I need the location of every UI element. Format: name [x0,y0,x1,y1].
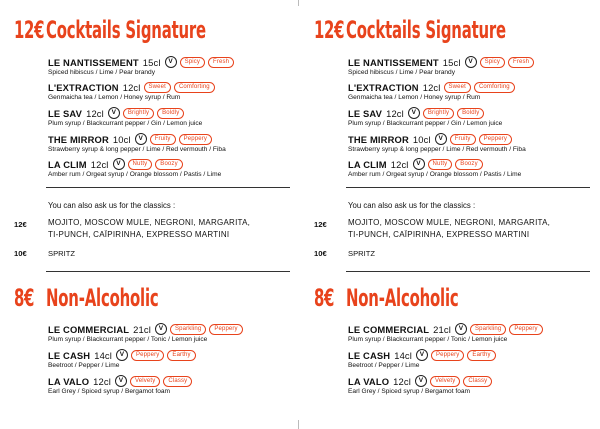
flavor-tag: Classy [163,376,192,387]
item-description: Plum syrup / Blackcurrant pepper / Tonic / Lemon juice [348,336,508,343]
nonalc-title: Non-Alcoholic [46,284,159,312]
item-name: LA CLIM [348,158,387,170]
flavor-tag: Comforting [174,82,215,93]
item-name: LE CASH [348,349,391,361]
flavor-tag: Peppery [479,134,512,145]
vegan-badge-icon: V [416,349,428,361]
item-name: L'EXTRACTION [48,82,119,93]
menu-item [48,158,298,178]
classics-line: TI-PUNCH, CAÏPIRINHA, EXPRESSO MARTINI [348,230,530,239]
classics-price: 12€ [14,220,27,229]
item-description: Plum syrup / Blackcurrant pepper / Gin / Lemon juice [348,120,503,127]
flavor-tag: Boozy [155,159,182,170]
signature-title: Cocktails Signature [346,16,506,44]
flavor-tag: Boozy [455,159,482,170]
item-description: Plum syrup / Blackcurrant pepper / Gin / Lemon juice [48,120,203,127]
menu-item [348,82,598,101]
item-volume: 15cl [442,56,461,68]
classics-intro: You can also ask us for the classics : [348,201,476,210]
flavor-tag: Earthy [467,350,495,361]
menu-item [48,375,298,395]
item-volume: 21cl [133,323,151,335]
flavor-tag: Classy [463,376,492,387]
flavor-tag: Boldly [457,108,484,119]
flavor-tag: Earthy [167,350,195,361]
classics-intro: You can also ask us for the classics : [48,201,176,210]
item-volume: 12cl [390,158,409,170]
item-name: LE SAV [48,107,83,119]
flavor-tag: Spicy [480,57,505,68]
flavor-tag: Brightly [123,108,154,119]
item-description: Strawberry syrup & long pepper / Lime / Red vermouth / Fiba [48,146,226,153]
section-divider [346,271,590,272]
menu-page-right [300,0,600,429]
menu-item [348,133,598,153]
item-volume: 12cl [93,375,111,387]
menu-item [348,107,598,127]
item-description: Beetroot / Pepper / Lime [48,362,120,369]
nonalc-price: 8€ [314,284,335,312]
flavor-tag: Peppery [509,324,542,335]
nonalc-title: Non-Alcoholic [346,284,459,312]
classics-line: TI-PUNCH, CAÏPIRINHA, EXPRESSO MARTINI [48,230,230,239]
item-name: L'EXTRACTION [348,82,419,93]
flavor-tag: Spicy [180,57,205,68]
item-name: LE SAV [348,107,383,119]
flavor-tag: Velvety [130,376,160,387]
flavor-tag: Fresh [208,57,234,68]
vegan-badge-icon: V [465,56,477,68]
spritz-label: SPRITZ [48,249,76,258]
flavor-tag: Sparkling [470,324,506,335]
item-description: Earl Grey / Spiced syrup / Bergamot foam [48,388,171,395]
flavor-tag: Peppery [209,324,242,335]
menu-item [48,82,298,101]
vegan-badge-icon: V [108,107,120,119]
flavor-tag: Fruity [450,134,476,145]
vegan-badge-icon: V [113,158,125,170]
menu-item [348,375,598,395]
flavor-tag: Peppery [431,350,464,361]
signature-price: 12€ [14,16,45,44]
item-name: LE NANTISSEMENT [348,56,439,68]
vegan-badge-icon: V [455,323,467,335]
item-volume: 10cl [112,133,131,145]
signature-title: Cocktails Signature [46,16,206,44]
vegan-badge-icon: V [115,375,127,387]
item-volume: 12cl [122,82,141,93]
flavor-tag: Fresh [508,57,534,68]
flavor-tag: Peppery [131,350,164,361]
flavor-tag: Peppery [179,134,212,145]
classics-list [48,217,250,241]
menu-item [48,56,298,76]
section-divider [346,187,590,188]
item-name: THE MIRROR [348,133,409,145]
classics-list [348,217,550,241]
signature-price: 12€ [314,16,345,44]
item-name: LA CLIM [48,158,87,170]
nonalc-price: 8€ [14,284,35,312]
menu-item [348,349,598,369]
menu-item [348,56,598,76]
flavor-tag: Sparkling [170,324,206,335]
vegan-badge-icon: V [135,133,147,145]
classics-line: MOJITO, MOSCOW MULE, NEGRONI, MARGARITA, [348,218,551,227]
vegan-badge-icon: V [116,349,128,361]
flavor-tag: Velvety [430,376,460,387]
vegan-badge-icon: V [435,133,447,145]
menu-item [48,133,298,153]
item-volume: 12cl [393,375,411,387]
menu-item [48,349,298,369]
section-divider [46,271,290,272]
item-volume: 12cl [422,82,441,93]
item-volume: 14cl [394,349,413,361]
flavor-tag: Nutty [428,159,453,170]
item-name: LE COMMERCIAL [348,323,430,335]
flavor-tag: Brightly [423,108,454,119]
vegan-badge-icon: V [413,158,425,170]
vegan-badge-icon: V [165,56,177,68]
flavor-tag: Sweet [444,82,471,93]
item-description: Spiced hibiscus / Lime / Pear brandy [48,69,156,76]
item-description: Amber rum / Orgeat syrup / Orange blossom / Pastis / Lime [348,171,522,178]
item-description: Plum syrup / Blackcurrant pepper / Tonic / Lemon juice [48,336,208,343]
flavor-tag: Comforting [474,82,515,93]
item-description: Amber rum / Orgeat syrup / Orange blossom / Pastis / Lime [48,171,222,178]
flavor-tag: Sweet [144,82,171,93]
item-name: LA VALO [348,375,390,387]
item-name: LA VALO [48,375,90,387]
item-volume: 12cl [386,107,404,119]
menu-item [48,107,298,127]
item-description: Strawberry syrup & long pepper / Lime / Red vermouth / Fiba [348,146,526,153]
item-volume: 14cl [94,349,113,361]
section-divider [46,187,290,188]
flavor-tag: Nutty [128,159,153,170]
flavor-tag: Fruity [150,134,176,145]
item-name: LE COMMERCIAL [48,323,130,335]
item-volume: 15cl [142,56,161,68]
item-description: Spiced hibiscus / Lime / Pear brandy [348,69,456,76]
item-name: LE CASH [48,349,91,361]
vegan-badge-icon: V [155,323,167,335]
item-volume: 12cl [86,107,104,119]
menu-item [348,158,598,178]
menu-item [48,323,298,343]
classics-price: 12€ [314,220,327,229]
item-description: Earl Grey / Spiced syrup / Bergamot foam [348,388,471,395]
menu-item [348,323,598,343]
classics-line: MOJITO, MOSCOW MULE, NEGRONI, MARGARITA, [48,218,251,227]
item-description: Beetroot / Pepper / Lime [348,362,420,369]
item-description: Genmaicha tea / Lemon / Honey syrup / Rum [348,94,481,101]
item-name: LE NANTISSEMENT [48,56,139,68]
vegan-badge-icon: V [415,375,427,387]
spritz-label: SPRITZ [348,249,376,258]
flavor-tag: Boldly [157,108,184,119]
item-volume: 21cl [433,323,451,335]
vegan-badge-icon: V [408,107,420,119]
item-description: Genmaicha tea / Lemon / Honey syrup / Rum [48,94,181,101]
item-volume: 10cl [412,133,431,145]
item-name: THE MIRROR [48,133,109,145]
spritz-price: 10€ [14,249,27,258]
item-volume: 12cl [90,158,109,170]
spritz-price: 10€ [314,249,327,258]
